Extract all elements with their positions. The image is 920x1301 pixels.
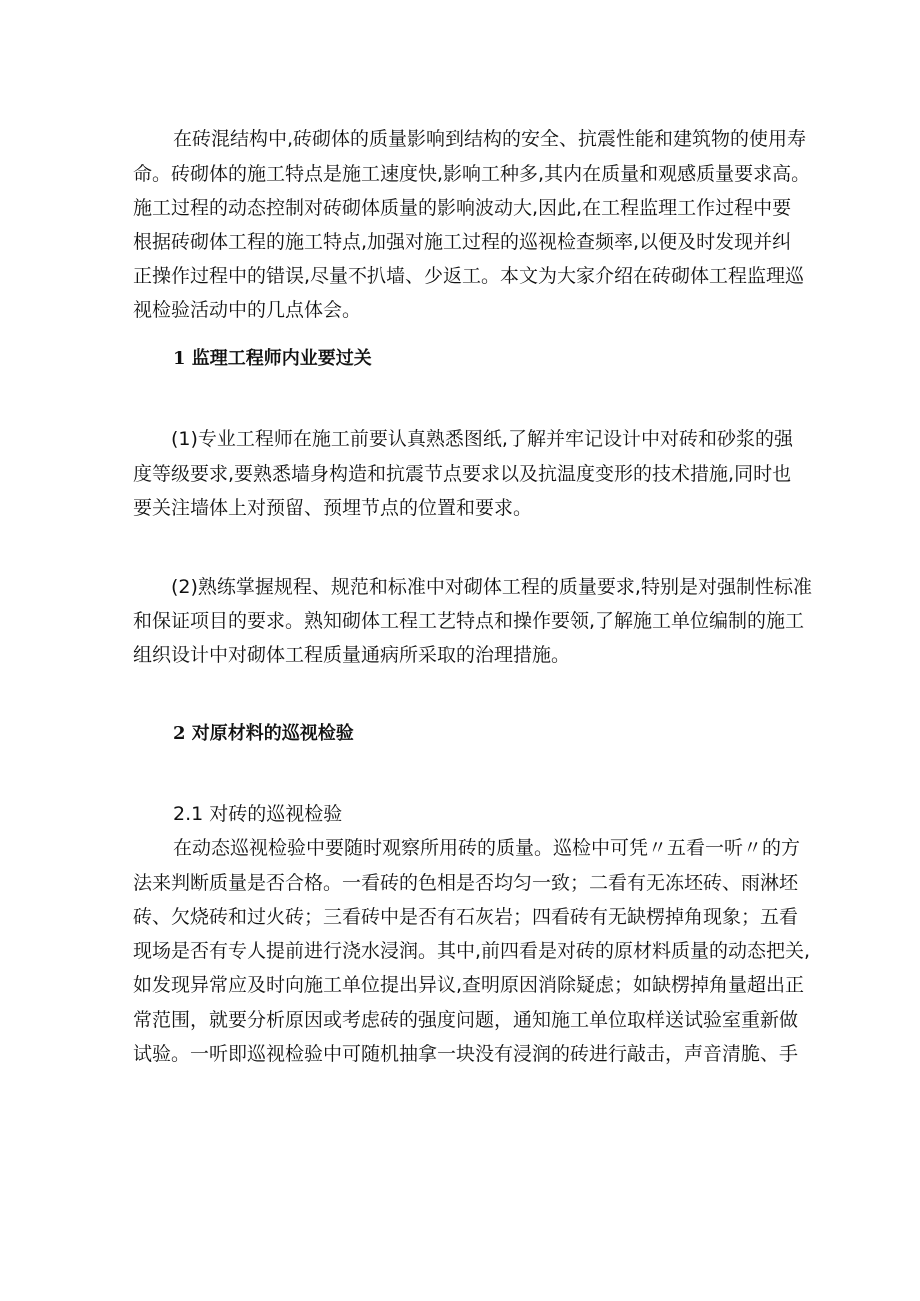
section-2-1-line-2: 法来判断质量是否合格。一看砖的色相是否均匀一致；二看有无冻坯砖、雨淋坯 [133,872,799,894]
section-2-1-line-7: 试验。一听即巡视检验中可随机抽拿一块没有浸润的砖进行敲击，声音清脆、手 [133,1043,799,1065]
section-1-item-1-line-2: 度等级要求,要熟悉墙身构造和抗震节点要求以及抗温度变形的技术措施,同时也 [133,463,792,485]
intro-line-3: 施工过程的动态控制对砖砌体质量的影响波动大,因此,在工程监理工作过程中要 [133,197,792,219]
section-1-item-2-line-3: 组织设计中对砌体工程质量通病所采取的治理措施。 [133,644,571,666]
section-2-1-heading: 2.1 对砖的巡视检验 [173,803,343,825]
section-1-heading: 1 监理工程师内业要过关 [173,348,372,369]
section-1-item-1-line-3: 要关注墙体上对预留、预埋节点的位置和要求。 [133,497,533,519]
section-1-item-1-line-1: (1)专业工程师在施工前要认真熟悉图纸,了解并牢记设计中对砖和砂浆的强 [171,428,793,450]
intro-line-4: 根据砖砌体工程的施工特点,加强对施工过程的巡视检查频率,以便及时发现并纠 [133,231,792,253]
section-2-1-line-6: 常范围，就要分析原因或考虑砖的强度问题，通知施工单位取样送试验室重新做 [133,1009,799,1031]
section-2-heading: 2 对原材料的巡视检验 [173,723,354,744]
section-2-1-line-1: 在动态巡视检验中要随时观察所用砖的质量。巡检中可凭〃五看一听〃的方 [173,837,801,859]
intro-line-6: 视检验活动中的几点体会。 [133,299,362,321]
intro-line-5: 正操作过程中的错误,尽量不扒墙、少返工。本文为大家介绍在砖砌体工程监理巡 [133,265,805,287]
intro-line-2: 命。砖砌体的施工特点是施工速度快,影响工种多,其内在质量和观感质量要求高。 [133,163,811,185]
section-2-1-line-3: 砖、欠烧砖和过火砖；三看砖中是否有石灰岩；四看砖有无缺楞掉角现象；五看 [133,906,799,928]
section-2-1-line-5: 如发现异常应及时向施工单位提出异议,查明原因消除疑虑；如缺楞掉角量超出正 [133,974,805,996]
intro-line-1: 在砖混结构中,砖砌体的质量影响到结构的安全、抗震性能和建筑物的使用寿 [173,128,807,150]
section-1-item-2-line-1: (2)熟练掌握规程、规范和标准中对砌体工程的质量要求,特别是对强制性标准 [171,576,812,598]
section-1-item-2-line-2: 和保证项目的要求。熟知砌体工程工艺特点和操作要领,了解施工单位编制的施工 [133,610,805,632]
section-2-1-line-4: 现场是否有专人提前进行浇水浸润。其中,前四看是对砖的原材料质量的动态把关, [133,940,811,962]
